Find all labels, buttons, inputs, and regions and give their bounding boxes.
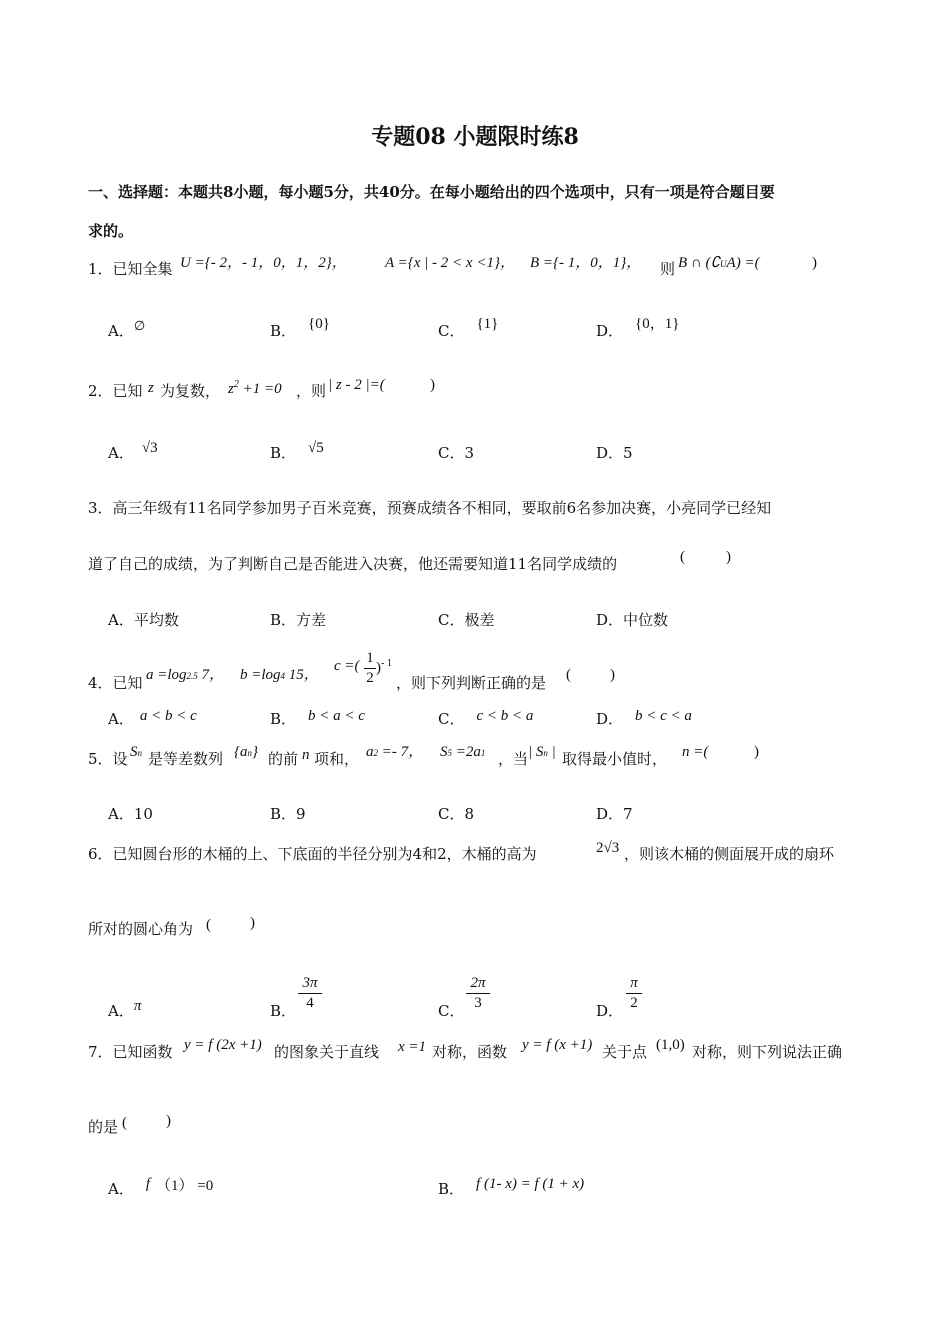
q5-sn: Sn (130, 744, 142, 760)
q3-paren-close: ) (726, 549, 731, 565)
q2-prefix: 2．已知 (88, 382, 143, 400)
q7-prefix: 7．已知函数 (88, 1043, 173, 1061)
q2-mid: 为复数， (160, 382, 221, 400)
q4-option-b: B． b < a < c (270, 708, 365, 728)
q1-option-c: C． {1} (438, 316, 499, 340)
q4-option-a: A． a < b < c (108, 708, 197, 728)
q7-line: x =1 (398, 1039, 427, 1055)
q2-expression: | z - 2 |=( (328, 377, 385, 393)
q5-abs-sn: | Sn | (528, 744, 556, 760)
q1-set-a: A ={x | - 2 < x <1}， (385, 255, 515, 271)
q7-option-b: B． f (1- x) = f (1 + x) (438, 1176, 585, 1198)
q1-option-a: A．∅ (108, 318, 146, 340)
section-instruction-line1: 一、选择题：本题共8小题，每小题5分，共40分。在每小题给出的四个选项中，只有一项是符合题目要 (88, 183, 775, 201)
q1-option-d: D． {0，1} (596, 316, 680, 340)
q5-s5: S5 =2a1 (440, 744, 486, 760)
q7-paren-open: ( (122, 1115, 127, 1131)
q2-then: ，则 (296, 382, 327, 400)
q1-then: 则 (660, 260, 676, 278)
q2-variable-z: z (148, 380, 154, 396)
q6-option-b-label: B． (270, 1002, 297, 1020)
q2-option-d: D．5 (596, 444, 633, 462)
q7-function-2: y = f (x +1) (522, 1037, 593, 1053)
q5-mid2: 的前 (268, 750, 299, 768)
q6-line1: 6．已知圆台形的木桶的上、下底面的半径分别为4和2，木桶的高为 (88, 845, 537, 863)
q5-n: n (302, 747, 310, 763)
q3-option-b: B．方差 (270, 611, 327, 629)
q5-mid3: 项和， (314, 750, 360, 768)
q6-option-c-fraction: 2π 3 (466, 976, 490, 1011)
q5-option-b: B．9 (270, 805, 306, 823)
q7-option-a: A． f （1） =0 (108, 1176, 214, 1198)
q1-option-b: B． {0} (270, 316, 330, 340)
q4-c-expr: c =( (334, 658, 360, 674)
q6-option-d-label: D． (596, 1002, 624, 1020)
q7-paren-close: ) (166, 1113, 171, 1129)
q5-prefix: 5．设 (88, 750, 128, 768)
q6-option-a: A．π (108, 998, 142, 1020)
q4-b-expr: b =log4 15， (240, 667, 319, 683)
q1-set-u: U ={- 2，- 1，0，1，2}， (180, 255, 347, 271)
q4-paren-open: ( (566, 667, 571, 683)
q7-mid3: 关于点 (602, 1043, 648, 1061)
q1-answer-paren: ) (812, 255, 817, 271)
q4-c-fraction: 1 2 (364, 651, 376, 686)
q4-c-close: )$^{- 1}$ (376, 658, 392, 676)
q3-line1: 3．高三年级有11名同学参加男子百米竞赛，预赛成绩各不相同，要取前6名参加决赛，小亮同学已经知 (88, 499, 772, 517)
q4-a-expr: a =log2.5 7， (146, 667, 225, 683)
q5-option-c: C．8 (438, 805, 475, 823)
q7-mid4: 对称，则下列说法正确 (692, 1043, 843, 1061)
q7-point: (1,0) (656, 1037, 685, 1053)
q5-option-a: A．10 (108, 805, 153, 823)
q4-option-d: D． b < c < a (596, 708, 692, 728)
q3-option-c: C．极差 (438, 611, 495, 629)
q5-mid1: 是等差数列 (148, 750, 224, 768)
q5-n-eq: n =( (682, 744, 709, 760)
q6-line2: 所对的圆心角为 (88, 920, 194, 938)
q3-line2: 道了自己的成绩，为了判断自己是否能进入决赛，他还需要知道11名同学成绩的 (88, 555, 618, 573)
page-title: 专题08 小题限时练8 (371, 124, 579, 150)
q5-option-d: D．7 (596, 805, 633, 823)
q6-paren-close: ) (250, 915, 255, 931)
q3-option-d: D．中位数 (596, 611, 669, 629)
q5-sequence: {an} (234, 744, 258, 760)
q1-set-b: B ={- 1，0，1}， (530, 255, 642, 271)
q6-line1-rest: ，则该木桶的侧面展开成的扇环 (624, 845, 835, 863)
q4-paren-close: ) (610, 667, 615, 683)
q2-option-b: B． √5 (270, 440, 324, 462)
section-instruction-line2: 求的。 (88, 222, 134, 240)
q7-line2: 的是 (88, 1118, 119, 1136)
q6-option-c-label: C． (438, 1002, 465, 1020)
q6-option-b-fraction: 3π 4 (298, 976, 322, 1011)
q5-mid4: ，当 (498, 750, 529, 768)
q7-mid2: 对称，函数 (432, 1043, 508, 1061)
q6-paren-open: ( (206, 917, 211, 933)
q4-prefix: 4．已知 (88, 674, 143, 692)
q6-height: 2√3 (596, 840, 620, 856)
q7-mid1: 的图象关于直线 (274, 1043, 380, 1061)
q6-option-d-fraction: π 2 (626, 976, 642, 1011)
q7-function-1: y = f (2x +1) (184, 1037, 262, 1053)
q2-answer-paren: ) (430, 377, 435, 393)
q4-suffix: ，则下列判断正确的是 (396, 674, 547, 692)
q1-expression: B ∩ (∁UA) =( (678, 255, 760, 271)
q2-equation: $z^2 +1 =0$ (228, 379, 282, 397)
q5-answer-paren: ) (754, 744, 759, 760)
q3-paren-open: ( (680, 549, 685, 565)
q4-option-c: C． c < b < a (438, 708, 534, 728)
q5-mid5: 取得最小值时， (562, 750, 668, 768)
q2-option-a: A． √3 (108, 440, 158, 462)
q3-option-a: A．平均数 (108, 611, 179, 629)
q2-option-c: C．3 (438, 444, 475, 462)
q1-prefix: 1．已知全集 (88, 260, 173, 278)
q5-a2: a2 =- 7， (366, 744, 424, 760)
